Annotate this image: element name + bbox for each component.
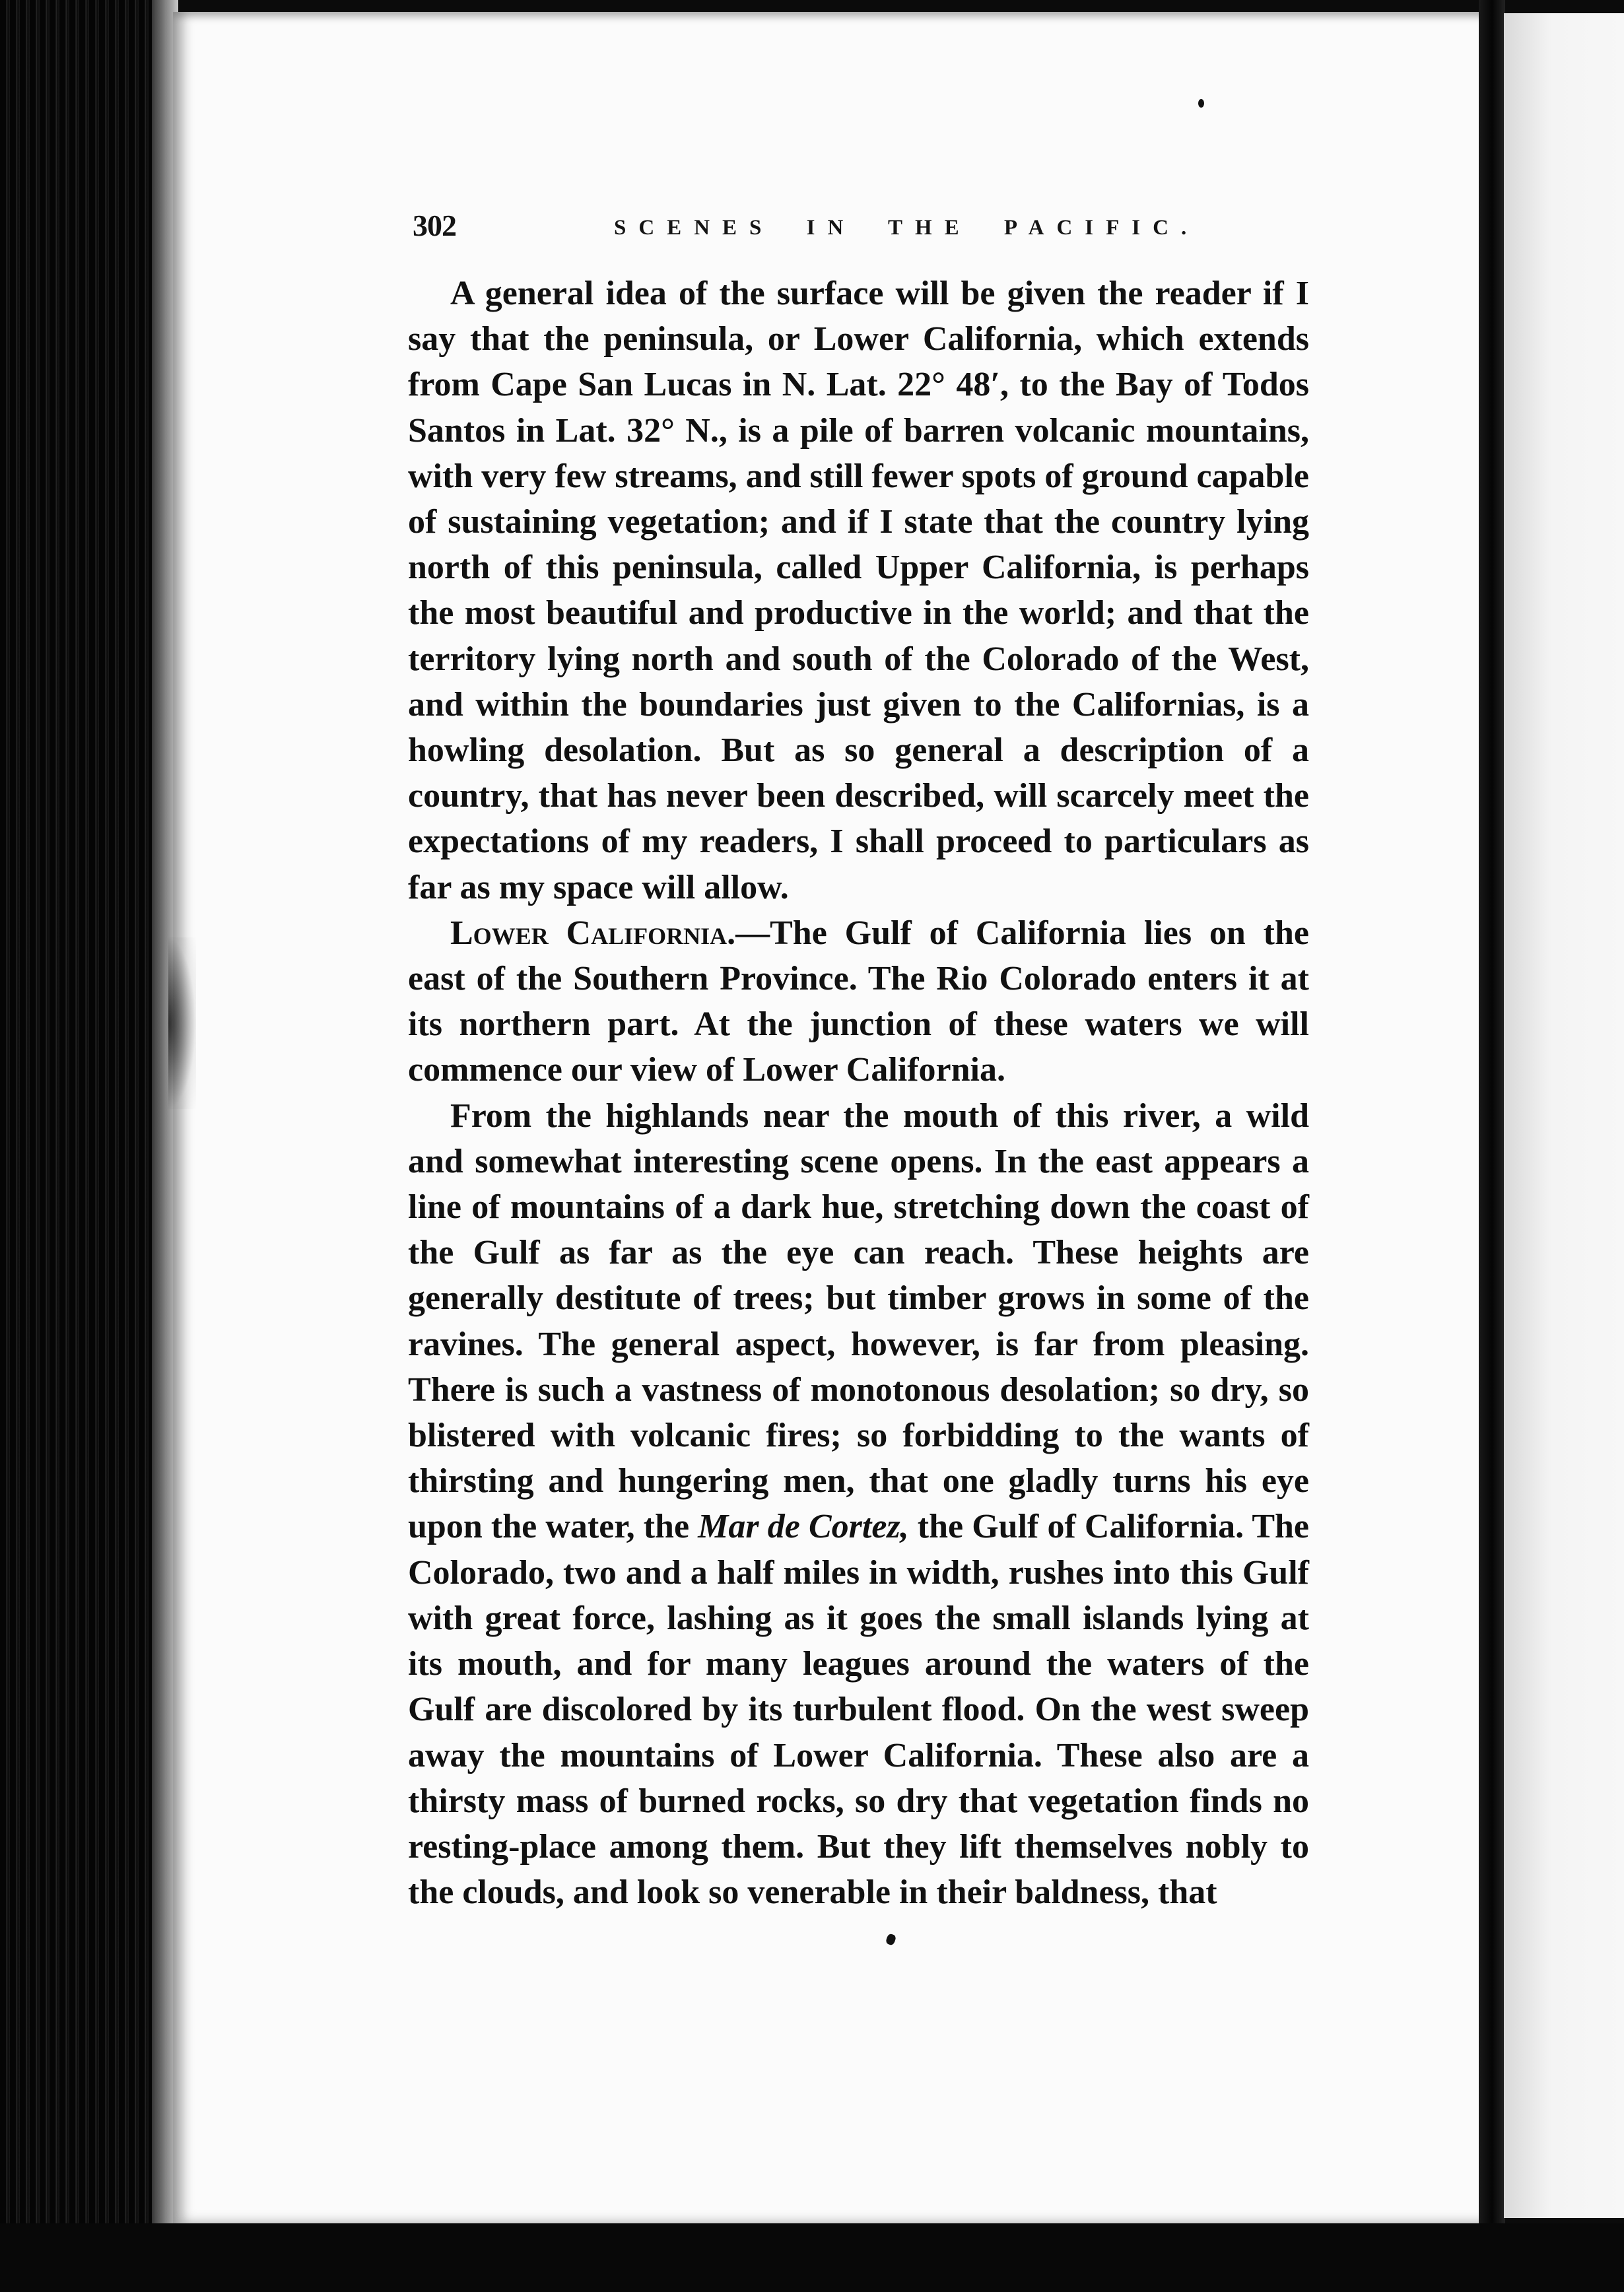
body-text: [408, 271, 1309, 1915]
section-heading: Lower California.: [450, 914, 736, 952]
paragraph-text: From the highlands near the mouth of this river, a wild and somewhat interesting scene opens. In the east appears a line of mountains of a dark hue, stretching down the coast of the Gulf as far as the eye can reach. These heights are generally destitute of trees; but timber grows in some of the ravines. The general aspect, however, is far from pleasing. There is such a vastness of monotonous desolation; so dry, so blistered with volcanic fires; so forbidding to the wants of thirsting and hungering men, that one gladly turns his eye upon the water, the: [408, 1096, 1309, 1546]
paragraph: [408, 1093, 1309, 1916]
italic-phrase: Mar de Cortez,: [698, 1508, 909, 1546]
paragraph-text: —The Gulf of California lies on the east of the Southern Province. The Rio Colorado enters it at its northern part. At the junction of these waters we will commence our view of Lower California.: [408, 914, 1310, 1089]
paragraph: [408, 910, 1309, 1093]
running-title: SCENES IN THE PACIFIC.: [614, 216, 1200, 240]
facing-page-edge: [1504, 13, 1624, 2218]
scan-bottom-border: [0, 2223, 1624, 2292]
ink-speck: [1198, 99, 1204, 108]
paragraph-text: the Gulf of California. The Colorado, two and a half miles in width, rushes into this Gulf with great force, lashing as it goes the small islands lying at its mouth, and for many leagues around the waters of the Gulf are discolored by its turbulent flood. On the west sweep away the mountains of Lower California. These also are a thirsty mass of burned rocks, so dry that vegetation finds no resting-place among them. But they lift themselves nobly to the clouds, and look so venerable in their baldness, that: [408, 1508, 1309, 1912]
page-stain: [168, 937, 196, 1109]
paragraph-text: A general idea of the surface will be given the reader if I say that the peninsula, or Lower California, which extends from Cape San Lucas in N. Lat. 22° 48′, to the Bay of Todos Santos in Lat. 32° N., is a pile of barren volcanic mountains, with very few streams, and still fewer spots of ground capable of sustaining vegetation; and if I state that the country lying north of this peninsula, called Upper California, is perhaps the most beautiful and productive in the world; and that the territory lying north and south of the Colorado of the West, and within the boundaries just given to the Californias, is a howling desolation. But as so general a description of a country, that has never been described, will scarcely meet the expectations of my readers, I shall proceed to particulars as far as my space will allow.: [408, 275, 1309, 906]
page-header: [413, 208, 1310, 248]
book-gutter: [1479, 0, 1505, 2292]
page-number: 302: [413, 209, 456, 242]
paragraph: [408, 271, 1309, 910]
